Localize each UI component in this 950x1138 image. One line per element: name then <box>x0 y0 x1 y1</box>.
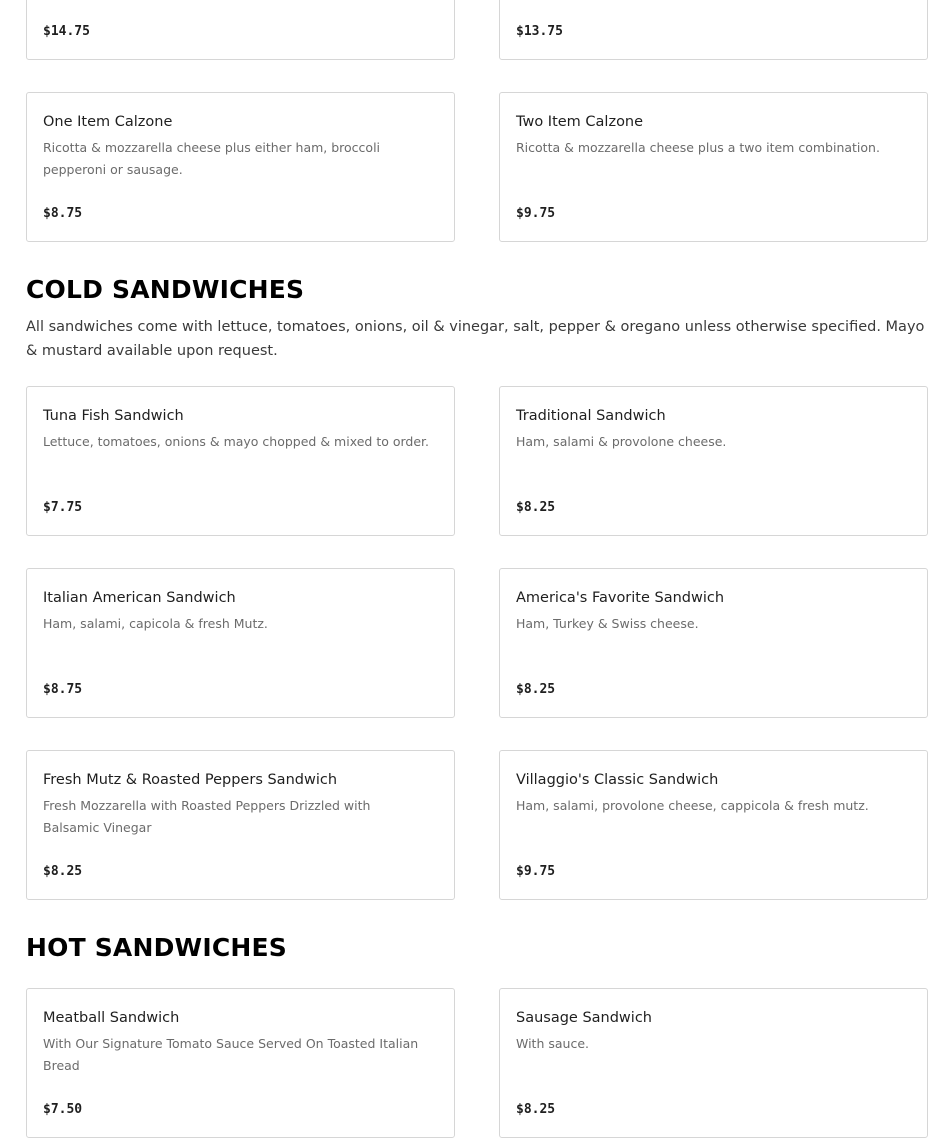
menu-item-card[interactable] <box>26 92 455 242</box>
item-name: Fresh Mutz & Roasted Peppers Sandwich <box>43 772 338 788</box>
calzone-items-grid <box>26 92 928 242</box>
item-description: With sauce. <box>516 1036 589 1051</box>
item-name: Italian American Sandwich <box>43 590 236 606</box>
menu-item-card[interactable] <box>499 750 928 900</box>
item-price: $9.75 <box>516 206 556 221</box>
item-name: One Item Calzone <box>43 114 173 130</box>
item-price: $8.75 <box>43 206 83 221</box>
item-price: $7.50 <box>43 1102 83 1117</box>
item-name: Tuna Fish Sandwich <box>43 408 184 424</box>
item-price: $7.75 <box>43 500 83 515</box>
section-title: HOT SANDWICHES <box>26 933 287 962</box>
item-description: Ricotta & mozzarella cheese plus either ham, broccoli pepperoni or sausage. <box>43 140 381 177</box>
item-name: Two Item Calzone <box>516 114 644 130</box>
item-description: Fresh Mozzarella with Roasted Peppers Drizzled with Balsamic Vinegar <box>43 798 371 835</box>
cold-sandwiches-section <box>26 275 928 363</box>
menu-item-card[interactable] <box>499 0 928 60</box>
item-description: Ham, salami, capicola & fresh Mutz. <box>43 616 268 631</box>
item-price: $9.75 <box>516 864 556 879</box>
item-description: Ham, Turkey & Swiss cheese. <box>516 616 699 631</box>
cold-sandwiches-grid <box>26 386 928 900</box>
item-price: $13.75 <box>516 24 563 39</box>
item-name: Villaggio's Classic Sandwich <box>516 772 719 788</box>
item-name: Traditional Sandwich <box>516 408 666 424</box>
menu-item-card[interactable] <box>26 386 455 536</box>
item-price: $8.25 <box>516 1102 556 1117</box>
item-name: Meatball Sandwich <box>43 1010 180 1026</box>
menu-item-card[interactable] <box>499 988 928 1138</box>
item-price: $14.75 <box>43 24 90 39</box>
item-name: America's Favorite Sandwich <box>516 590 725 606</box>
item-name: Sausage Sandwich <box>516 1010 652 1026</box>
menu-item-card[interactable] <box>26 988 455 1138</box>
item-description: Ham, salami & provolone cheese. <box>516 434 727 449</box>
item-description: Ham, salami, provolone cheese, cappicola & fresh mutz. <box>516 798 869 813</box>
section-description: All sandwiches come with lettuce, tomatoes, onions, oil & vinegar, salt, pepper & oregano unless otherwise specified. Mayo & mustard available upon request. <box>26 319 925 359</box>
item-description: Ricotta & mozzarella cheese plus a two item combination. <box>516 140 880 155</box>
menu-item-card[interactable] <box>26 568 455 718</box>
item-price: $8.75 <box>43 682 83 697</box>
item-price: $8.25 <box>43 864 83 879</box>
item-description: Lettuce, tomatoes, onions & mayo chopped & mixed to order. <box>43 434 429 449</box>
previous-items-grid <box>26 0 928 60</box>
menu-item-card[interactable] <box>499 92 928 242</box>
menu-item-card[interactable] <box>26 0 455 60</box>
hot-sandwiches-section <box>26 933 928 963</box>
item-price: $8.25 <box>516 682 556 697</box>
menu-item-card[interactable] <box>499 568 928 718</box>
item-description: With Our Signature Tomato Sauce Served On Toasted Italian Bread <box>43 1036 419 1073</box>
section-title: COLD SANDWICHES <box>26 275 305 304</box>
item-price: $8.25 <box>516 500 556 515</box>
menu-item-card[interactable] <box>499 386 928 536</box>
menu-item-card[interactable] <box>26 750 455 900</box>
hot-sandwiches-grid <box>26 988 928 1138</box>
